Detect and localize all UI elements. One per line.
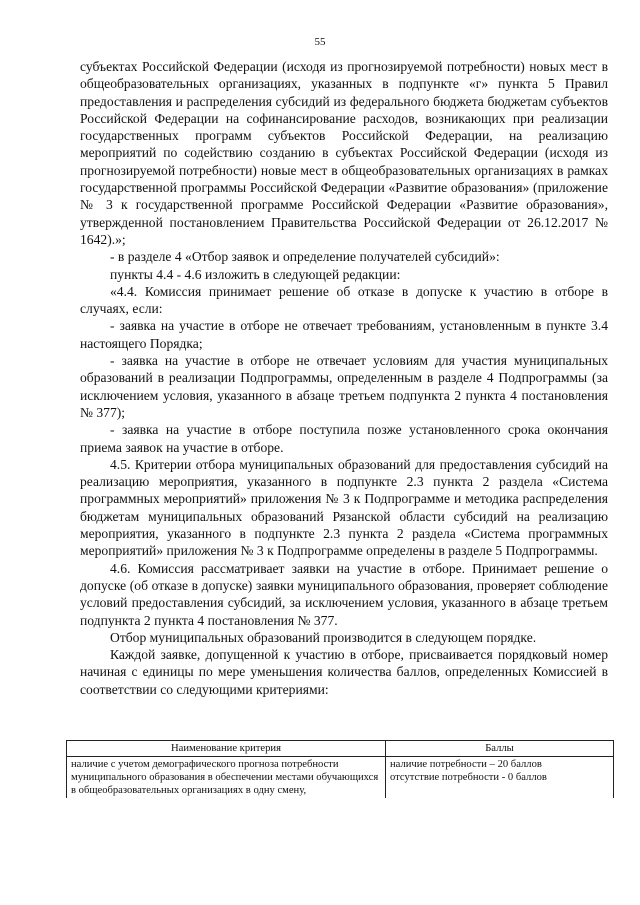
table-row — [67, 757, 614, 799]
paragraph: - в разделе 4 «Отбор заявок и определение получателей субсидий»: — [110, 249, 500, 265]
points-line: наличие потребности – 20 баллов — [390, 759, 542, 770]
paragraph: 4.6. Комиссия рассматривает заявки на участие в отборе. Принимает решение о допуске (об отказе в допуске) заявки муниципального образования, проверяет соблюдение условий предоставления субсидий, за исключением условия, указанного в абзаце третьем подпункта 2 пункта 4 постановления № 377. — [80, 560, 608, 628]
paragraph: Отбор муниципальных образований производится в следующем порядке. — [110, 629, 537, 645]
column-header-points: Баллы — [386, 741, 614, 757]
column-header-criterion: Наименование критерия — [67, 741, 386, 757]
paragraph: «4.4. Комиссия принимает решение об отказе в допуске к участию в отборе в случаях, если: — [80, 283, 608, 317]
document-body — [80, 58, 608, 698]
points-line: отсутствие потребности - 0 баллов — [390, 772, 547, 783]
paragraph: Каждой заявке, допущенной к участию в отборе, присваивается порядковый номер начиная с единицы по мере уменьшения количества баллов, определенных Комиссией в соответствии со следующими критериями: — [80, 647, 608, 697]
table-header-row — [67, 741, 614, 757]
paragraph: - заявка на участие в отборе не отвечает требованиям, установленным в пункте 3.4 настоящего Порядка; — [80, 318, 608, 351]
criterion-cell: наличие с учетом демографического прогноза потребности муниципального образования в обеспечении местами обучающихся в общеобразовательных организациях в одну смену, — [67, 757, 386, 799]
paragraph: 4.5. Критерии отбора муниципальных образований для предоставления субсидий на реализацию мероприятия, указанного в подпункте 2.3 пункта 2 раздела «Система программных мероприятий» приложения № 3 к Подпрограмме и методика распределения бюджетам муниципальных образований Рязанской области субсидий на реализацию мероприятия, указанного в подпункте 2.3 пункта 2 раздела «Система программных мероприятий» приложения № 3 к Подпрограмме определены в разделе 5 Подпрограммы. — [80, 456, 608, 559]
points-cell — [386, 757, 614, 799]
page-number: 55 — [314, 36, 326, 48]
paragraph: субъектах Российской Федерации (исходя из прогнозируемой потребности) новых мест в общеобразовательных организациях, указанных в подпункте «г» пункта 5 Правил предоставления и распределения субсидий из федерального бюджета бюджетам субъектов Российской Федерации на софинансирование расходов, возникающих при реализации государственных программ субъектов Российской Федерации, на реализацию мероприятий по содействию созданию в субъектах Российской Федерации (исходя из прогнозируемой потребности) новые мест в общеобразовательных организациях в рамках государственной программы Российской Федерации «Развитие образования» (приложение № 3 к государственной программе Российской Федерации «Развитие образования», утвержденной постановлением Правительства Российской Федерации от 26.12.2017 № 1642).»; — [80, 59, 608, 247]
paragraph: - заявка на участие в отборе не отвечает условиям для участия муниципальных образований в реализации Подпрограммы, определенным в разделе 4 Подпрограммы (за исключением условия, указанного в абзаце третьем подпункта 2 пункта 4 постановления № 377); — [80, 353, 608, 420]
criteria-table — [66, 740, 614, 798]
paragraph: пункты 4.4 - 4.6 изложить в следующей редакции: — [110, 266, 401, 282]
paragraph: - заявка на участие в отборе поступила позже установленного срока окончания приема заявок на участие в отборе. — [80, 422, 608, 455]
